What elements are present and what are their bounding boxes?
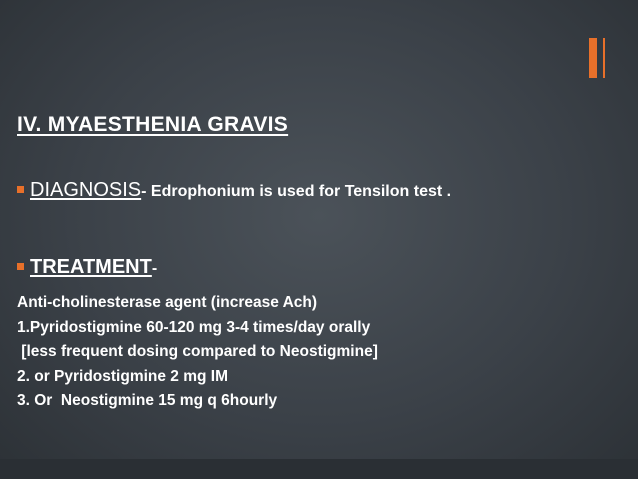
treatment-heading: TREATMENT (30, 256, 152, 278)
square-bullet-icon (17, 186, 24, 193)
body-line: 2. or Pyridostigmine 2 mg IM (17, 367, 229, 385)
body-line: Anti-cholinesterase agent (increase Ach) (17, 294, 318, 311)
treatment-suffix: - (151, 260, 158, 277)
diagnosis-text: - Edrophonium is used for Tensilon test . (141, 183, 452, 200)
slide-title: IV. MYAESTHENIA GRAVIS (17, 113, 289, 136)
diagnosis-heading: DIAGNOSIS (30, 179, 142, 201)
square-bullet-icon (17, 263, 24, 270)
bottom-band (0, 459, 638, 479)
treatment-body (17, 291, 378, 414)
body-line: [less frequent dosing compared to Neostigmine] (17, 343, 378, 360)
treatment-line (17, 256, 157, 279)
diagnosis-line (17, 179, 451, 202)
body-line: 1.Pyridostigmine 60-120 mg 3-4 times/day orally (17, 318, 371, 336)
body-line: 3. Or Neostigmine 15 mg q 6hourly (17, 392, 278, 409)
accent-bar-thick (589, 38, 597, 78)
accent-bar-thin (603, 38, 605, 78)
